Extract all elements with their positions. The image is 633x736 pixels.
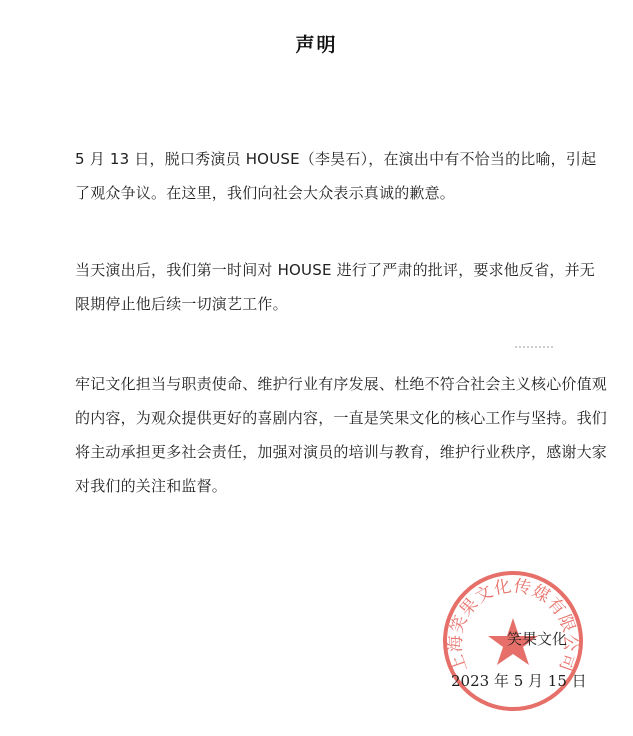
paragraph-line: 当天演出后，我们第一时间对 HOUSE 进行了严肃的批评，要求他反省，并无 bbox=[75, 261, 596, 279]
scan-artifact bbox=[515, 344, 555, 350]
page-title: 声明 bbox=[295, 34, 338, 56]
paragraph-action bbox=[75, 253, 596, 321]
paragraph-line: 将主动承担更多社会责任，加强对演员的培训与教育，维护行业秩序，感谢大家 bbox=[75, 443, 608, 461]
seal-text: 上海笑果文化传媒有限公司 bbox=[445, 576, 581, 675]
paragraph-line: 5 月 13 日，脱口秀演员 HOUSE（李昊石），在演出中有不恰当的比喻，引起 bbox=[75, 150, 597, 168]
paragraph-line: 了观众争议。在这里，我们向社会大众表示真诚的歉意。 bbox=[75, 184, 456, 202]
paragraph-apology bbox=[75, 142, 597, 210]
signature-org: 笑果文化 bbox=[506, 630, 567, 648]
paragraph-line: 牢记文化担当与职责使命、维护行业有序发展、杜绝不符合社会主义核心价值观 bbox=[75, 375, 608, 393]
paragraph-line: 限期停止他后续一切演艺工作。 bbox=[75, 295, 288, 313]
paragraph-commitment bbox=[75, 367, 608, 503]
statement-date: 2023 年 5 月 15 日 bbox=[451, 672, 587, 690]
paragraph-line: 对我们的关注和监督。 bbox=[75, 477, 228, 495]
paragraph-line: 的内容，为观众提供更好的喜剧内容，一直是笑果文化的核心工作与坚持。我们 bbox=[75, 409, 608, 427]
